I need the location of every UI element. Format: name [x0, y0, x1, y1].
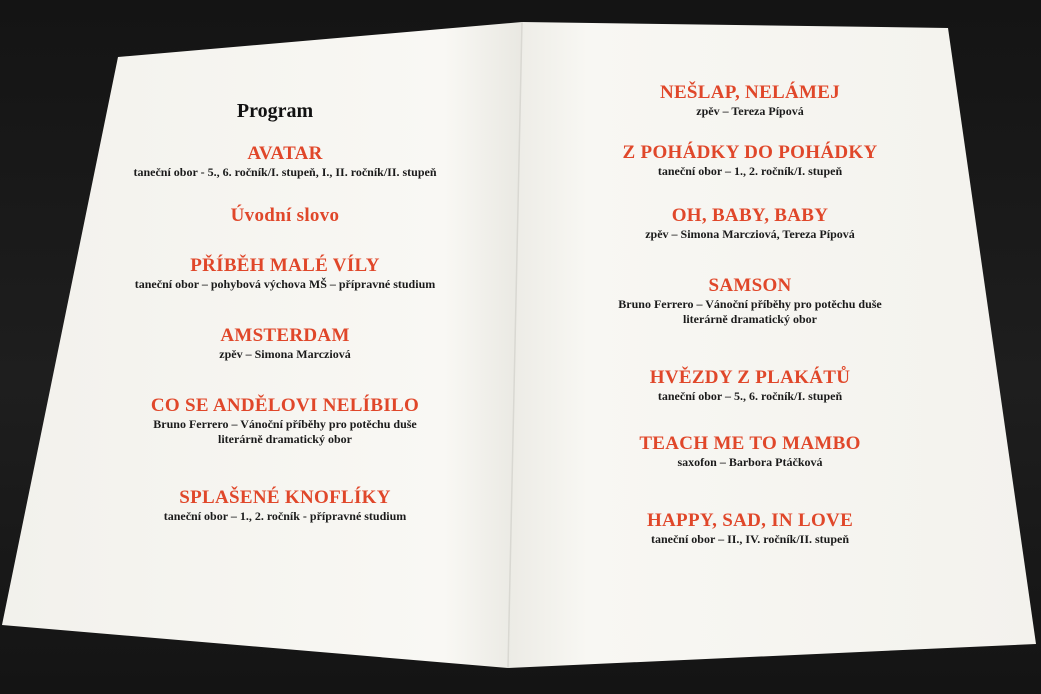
program-item: [580, 275, 920, 327]
program-item-description: zpěv – Simona Marcziová, Tereza Pípová: [645, 227, 855, 241]
program-item-description: literárně dramatický obor: [218, 432, 352, 446]
program-item-description: taneční obor – 1., 2. ročník/I. stupeň: [657, 164, 843, 178]
program-item-title: SPLAŠENÉ KNOFLÍKY: [179, 487, 391, 508]
program-item-title: AMSTERDAM: [220, 325, 350, 346]
program-item-description: taneční obor – pohybová výchova MŠ – přípravné studium: [134, 277, 436, 291]
program-item-title: SAMSON: [708, 275, 792, 296]
program-item-description: taneční obor – 1., 2. ročník - přípravné studium: [163, 509, 407, 523]
program-item-title: Z POHÁDKY DO POHÁDKY: [622, 142, 878, 163]
program-title: Program: [236, 100, 314, 122]
program-item: [580, 205, 920, 242]
program-item: [60, 143, 510, 180]
program-item-description: zpěv – Tereza Pípová: [696, 104, 804, 118]
program-item: [60, 325, 510, 362]
program-item-title: PŘÍBĚH MALÉ VÍLY: [190, 255, 380, 276]
program-item-description: Bruno Ferrero – Vánoční příběhy pro potěchu duše: [618, 297, 882, 311]
program-item: [580, 510, 920, 547]
program-item: [580, 142, 920, 179]
program-item-title: AVATAR: [247, 143, 323, 164]
program-item-title: OH, BABY, BABY: [671, 205, 829, 226]
program-item: [580, 433, 920, 470]
program-item-description: taneční obor - 5., 6. ročník/I. stupeň, I., II. ročník/II. stupeň: [133, 165, 437, 179]
program-item-description: Bruno Ferrero – Vánoční příběhy pro potěchu duše: [153, 417, 417, 431]
program-item: [60, 395, 510, 447]
program-item-title: TEACH ME TO MAMBO: [639, 433, 861, 454]
program-item-title: Úvodní slovo: [230, 205, 340, 226]
program-item-title: CO SE ANDĚLOVI NELÍBILO: [150, 395, 420, 416]
program-item-description: literárně dramatický obor: [683, 312, 817, 326]
program-item-description: saxofon – Barbora Ptáčková: [677, 455, 823, 469]
program-item-description: zpěv – Simona Marcziová: [219, 347, 351, 361]
program-item: [60, 255, 510, 292]
program-item-description: taneční obor – 5., 6. ročník/I. stupeň: [657, 389, 843, 403]
program-item: [580, 367, 920, 404]
program-item: [60, 487, 510, 524]
program-item-title: HVĚZDY Z PLAKÁTŮ: [649, 367, 851, 388]
program-item-title: NEŠLAP, NELÁMEJ: [659, 82, 841, 103]
program-item-description: taneční obor – II., IV. ročník/II. stupeň: [650, 532, 850, 546]
program-item-title: HAPPY, SAD, IN LOVE: [646, 510, 854, 531]
program-item: [580, 82, 920, 119]
program-item: [60, 205, 510, 227]
